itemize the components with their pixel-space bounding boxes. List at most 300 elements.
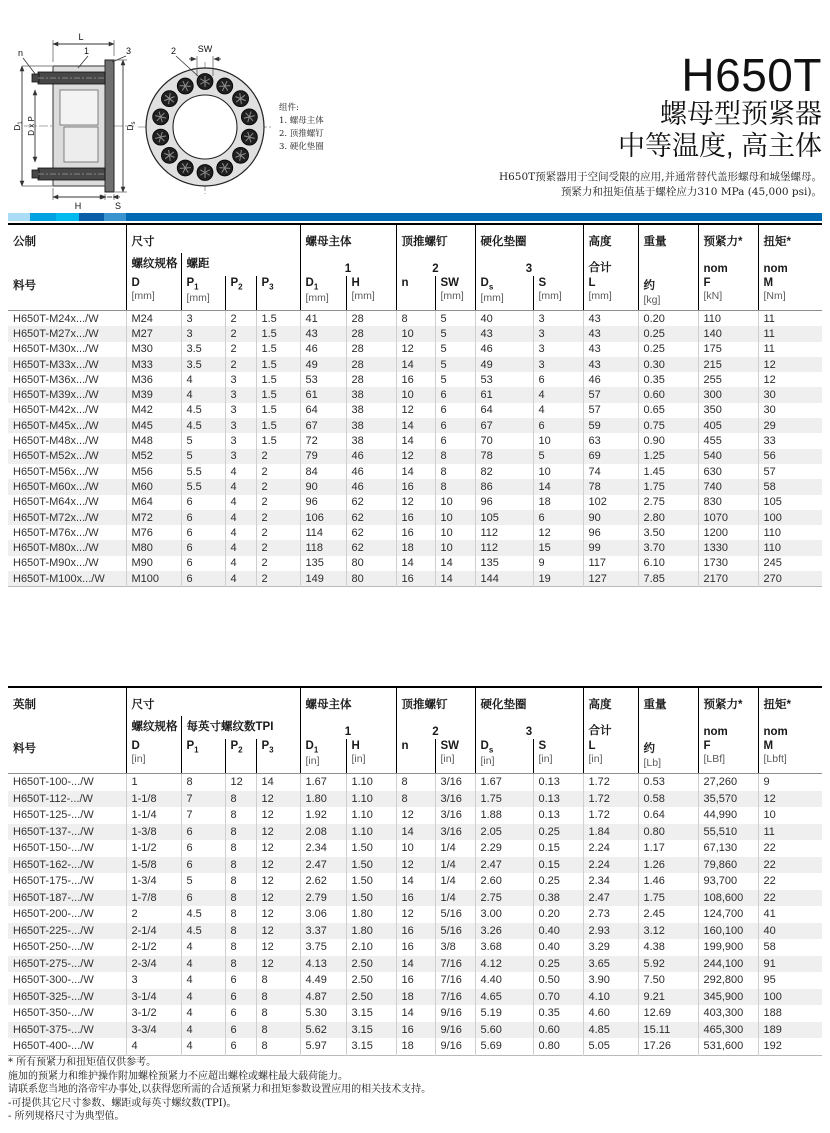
table-cell: 0.64 <box>638 807 698 824</box>
table-cell: 2 <box>256 464 300 479</box>
table-row <box>8 956 822 973</box>
legend-item: 3. 硬化垫圈 <box>279 142 324 152</box>
column-header: 硬化垫圈 <box>475 687 583 716</box>
table-cell: 16 <box>396 372 435 387</box>
table-cell: M27 <box>126 326 181 341</box>
column-header: nom <box>698 253 758 276</box>
table-cell: 5 <box>435 326 475 341</box>
table-cell: 403,300 <box>698 1005 758 1022</box>
table-cell: 57 <box>583 403 638 418</box>
column-header: 硬化垫圈 <box>475 224 583 253</box>
table-cell: 100 <box>758 989 822 1006</box>
table-cell: 3 <box>533 357 583 372</box>
table-cell: 18 <box>396 540 435 555</box>
table-cell: 16 <box>396 571 435 587</box>
table-cell: 5.05 <box>583 1038 638 1055</box>
table-cell: 3.68 <box>475 939 533 956</box>
table-cell: 33 <box>758 433 822 448</box>
table-cell: 56 <box>758 449 822 464</box>
table-cell: M72 <box>126 510 181 525</box>
table-cell: 3.29 <box>583 939 638 956</box>
table-row <box>8 873 822 890</box>
column-header: 尺寸 <box>126 224 300 253</box>
table-cell: 12 <box>256 906 300 923</box>
table-cell: 12 <box>396 342 435 357</box>
column-header: 螺距 <box>181 253 300 276</box>
column-header: 尺寸 <box>126 687 300 716</box>
table-cell: 1.5 <box>256 433 300 448</box>
table-cell: 0.90 <box>638 433 698 448</box>
dim-label-L: L <box>78 32 84 42</box>
table-cell: 96 <box>475 495 533 510</box>
table-cell: H650T-137-.../W <box>13 825 94 838</box>
leader-3 <box>112 56 126 62</box>
table-cell: 62 <box>346 510 396 525</box>
table-cell: M45 <box>126 418 181 433</box>
table-cell: 292,800 <box>698 972 758 989</box>
table-cell: 4 <box>225 540 256 555</box>
table-cell: M42 <box>126 403 181 418</box>
table-cell: 15 <box>533 540 583 555</box>
table-cell: 2.47 <box>583 890 638 907</box>
table-cell: 16 <box>396 890 435 907</box>
table-cell: 4 <box>533 387 583 402</box>
table-cell: 43 <box>583 342 638 357</box>
header-bar-segment <box>30 213 56 221</box>
table-cell: H650T-M42x.../W <box>13 404 99 417</box>
table-row <box>8 972 822 989</box>
table-cell: M64 <box>126 495 181 510</box>
table-cell: 14 <box>533 479 583 494</box>
table-row <box>8 890 822 907</box>
table-cell: 1.10 <box>346 824 396 841</box>
table-cell: 90 <box>583 510 638 525</box>
table-cell: 1.5 <box>256 326 300 341</box>
table-cell: 16 <box>396 972 435 989</box>
page-subtitle-temp: 中等温度, 高主体 <box>617 130 822 161</box>
table-cell: 1/4 <box>435 890 475 907</box>
column-header: 料号 <box>8 276 126 311</box>
table-cell: 189 <box>758 1022 822 1039</box>
table-cell: 58 <box>758 479 822 494</box>
table-cell: 1200 <box>698 525 758 540</box>
table-cell: M48 <box>126 433 181 448</box>
table-cell: 0.53 <box>638 774 698 791</box>
table-cell: 6 <box>225 972 256 989</box>
table-cell: 5 <box>435 372 475 387</box>
table-cell: 1.50 <box>346 890 396 907</box>
table-cell: M90 <box>126 556 181 571</box>
table-cell: 135 <box>300 556 346 571</box>
table-cell: 3 <box>533 342 583 357</box>
column-header: nom <box>698 716 758 739</box>
footnote-line: 请联系您当地的洛帝牢办事处,以获得您所需的合适预紧力和扭矩参数设置应用的相关技术支持。 <box>8 1084 432 1095</box>
table-cell: 4.5 <box>181 418 225 433</box>
table-cell: 57 <box>583 387 638 402</box>
table-cell: 9 <box>758 774 822 791</box>
table-cell: 3-3/4 <box>126 1022 181 1039</box>
table-cell: 46 <box>346 464 396 479</box>
table-cell: 3.15 <box>346 1005 396 1022</box>
table-cell: 38 <box>346 403 396 418</box>
table-cell: 44,990 <box>698 807 758 824</box>
table-cell: 10 <box>435 540 475 555</box>
table-cell: 3.26 <box>475 923 533 940</box>
table-cell: 15.11 <box>638 1022 698 1039</box>
footnote-line: -可提供其它尺寸参数、螺距或每英寸螺纹数(TPI)。 <box>8 1097 237 1109</box>
table-cell: 12 <box>256 939 300 956</box>
table-cell: 1-1/8 <box>126 791 181 808</box>
column-header: $P_2$ <box>225 276 256 311</box>
table-cell: 78 <box>475 449 533 464</box>
table-cell: H650T-350-.../W <box>13 1007 94 1020</box>
column-header: D [mm] <box>126 276 181 311</box>
page-subtitle-type: 螺母型预紧器 <box>660 98 822 129</box>
table-cell: M36 <box>126 372 181 387</box>
table-cell: 1730 <box>698 556 758 571</box>
table-cell: 3 <box>225 403 256 418</box>
table-cell: 86 <box>475 479 533 494</box>
column-header: F [LBf] <box>698 739 758 774</box>
table-cell: 0.80 <box>638 824 698 841</box>
table-cell: 67,130 <box>698 840 758 857</box>
table-cell: 11 <box>758 326 822 341</box>
table-cell: 0.25 <box>638 342 698 357</box>
table-cell: H650T-M24x.../W <box>13 312 99 325</box>
table-cell: 7/16 <box>435 972 475 989</box>
table-cell: 4 <box>225 479 256 494</box>
description-line: H650T预紧器用于空间受限的应用,并通常替代盖形螺母和城堡螺母。 <box>498 170 822 183</box>
table-cell: 11 <box>758 342 822 357</box>
table-cell: 7.85 <box>638 571 698 587</box>
table-cell: 62 <box>346 540 396 555</box>
table-cell: 1.5 <box>256 387 300 402</box>
table-cell: 118 <box>300 540 346 555</box>
table-cell: 64 <box>300 403 346 418</box>
table-cell: 1/4 <box>435 873 475 890</box>
table-cell: 28 <box>346 342 396 357</box>
table-cell: 6 <box>225 1005 256 1022</box>
table-cell: 8 <box>435 449 475 464</box>
column-header: 约 [kg] <box>638 276 698 311</box>
table-cell: 5 <box>435 342 475 357</box>
table-cell: 80 <box>346 571 396 587</box>
table-row <box>8 906 822 923</box>
column-header: 公制 <box>8 224 126 253</box>
table-cell: 4.13 <box>300 956 346 973</box>
table-cell: 1-1/4 <box>126 807 181 824</box>
table-cell: H650T-325-.../W <box>13 990 94 1003</box>
column-header: nom <box>758 253 822 276</box>
table-cell: 350 <box>698 403 758 418</box>
table-cell: 46 <box>475 342 533 357</box>
table-cell: 14 <box>435 556 475 571</box>
table-cell: 8 <box>225 824 256 841</box>
column-header: $P_2$ <box>225 739 256 774</box>
table-cell: 91 <box>758 956 822 973</box>
table-cell: 3/16 <box>435 774 475 791</box>
table-cell: 96 <box>300 495 346 510</box>
table-cell: 30 <box>758 387 822 402</box>
table-cell: 16 <box>396 479 435 494</box>
table-cell: H650T-M33x.../W <box>13 358 99 371</box>
table-cell: 28 <box>346 357 396 372</box>
footnote-line: * 所有预紧力和扭矩值仅供参考。 <box>8 1057 157 1068</box>
table-row <box>8 1038 822 1055</box>
table-cell: 8 <box>256 1005 300 1022</box>
bore-upper <box>60 90 98 125</box>
table-cell: 9/16 <box>435 1005 475 1022</box>
callout-2: 2 <box>171 46 177 56</box>
table-cell: 1.50 <box>346 840 396 857</box>
table-cell: 1-3/8 <box>126 824 181 841</box>
table-cell: 22 <box>758 840 822 857</box>
table-cell: 0.25 <box>533 956 583 973</box>
table-cell: 0.20 <box>533 906 583 923</box>
table-cell: 49 <box>475 357 533 372</box>
table-cell: 12 <box>256 840 300 857</box>
column-header: 顶推螺钉 <box>396 224 475 253</box>
table-cell: 8 <box>435 479 475 494</box>
table-cell: 12 <box>533 525 583 540</box>
table-cell: 0.65 <box>638 403 698 418</box>
header-bar-segment <box>104 213 126 221</box>
table-cell: 3.00 <box>475 906 533 923</box>
table-cell: M30 <box>126 342 181 357</box>
table-cell: 11 <box>758 824 822 841</box>
table-cell: 6 <box>225 1022 256 1039</box>
table-cell: 4.85 <box>583 1022 638 1039</box>
table-cell: 2.10 <box>346 939 396 956</box>
table-cell: H650T-M72x.../W <box>13 511 99 524</box>
table-row <box>8 1022 822 1039</box>
table-cell: 18 <box>533 495 583 510</box>
jack-screw-top-head <box>32 74 39 82</box>
table-cell: M76 <box>126 525 181 540</box>
table-cell: 78 <box>583 479 638 494</box>
table-cell: 95 <box>758 972 822 989</box>
table-cell: 124,700 <box>698 906 758 923</box>
table-cell: 1.5 <box>256 372 300 387</box>
column-header: $P_3$ <box>256 739 300 774</box>
table-cell: 2.34 <box>300 840 346 857</box>
table-cell: 199,900 <box>698 939 758 956</box>
bore-lower <box>64 127 98 162</box>
column-header: L [mm] <box>583 276 638 311</box>
table-cell: 2.24 <box>583 840 638 857</box>
table-cell: M24 <box>126 311 181 327</box>
header-bar-segment <box>56 213 79 221</box>
table-cell: 43 <box>475 326 533 341</box>
table-cell: 3.06 <box>300 906 346 923</box>
column-header: 合计 <box>583 716 638 739</box>
table-cell: 100 <box>758 510 822 525</box>
table-row <box>8 433 822 448</box>
table-cell: 2.50 <box>346 989 396 1006</box>
table-row <box>8 540 822 555</box>
column-header: n <box>396 739 435 774</box>
table-cell: 18 <box>396 1038 435 1055</box>
column-header: 扭矩* <box>758 687 822 716</box>
table-cell: 1.26 <box>638 857 698 874</box>
table-cell: 12 <box>256 807 300 824</box>
table-cell: 4 <box>225 464 256 479</box>
table-cell: 10 <box>396 387 435 402</box>
table-cell: 19 <box>533 571 583 587</box>
table-cell: 3 <box>181 326 225 341</box>
dim-label-n: n <box>18 48 24 58</box>
table-cell: 175 <box>698 342 758 357</box>
table-cell: 3/16 <box>435 791 475 808</box>
column-header: D [in] <box>126 739 181 774</box>
dim-label-Ds: $D_s$ <box>125 121 137 131</box>
table-cell: H650T-200-.../W <box>13 908 94 921</box>
dim-label-SW: SW <box>197 44 213 54</box>
table-cell: 8 <box>396 774 435 791</box>
table-row <box>8 525 822 540</box>
table-cell: 12 <box>256 857 300 874</box>
table-cell: 3.5 <box>181 357 225 372</box>
table-cell: 4.87 <box>300 989 346 1006</box>
table-row <box>8 403 822 418</box>
table-cell: 28 <box>346 372 396 387</box>
table-row <box>8 939 822 956</box>
table-cell: 58 <box>758 939 822 956</box>
table-cell: 5 <box>181 433 225 448</box>
column-header: H [mm] <box>346 276 396 311</box>
table-cell: M80 <box>126 540 181 555</box>
column-header: $P_3$ <box>256 276 300 311</box>
table-cell: 2 <box>256 571 300 587</box>
table-cell: 1.80 <box>346 906 396 923</box>
table-cell: 53 <box>475 372 533 387</box>
table-cell: 16 <box>396 510 435 525</box>
table-cell: 3.37 <box>300 923 346 940</box>
column-header: 扭矩* <box>758 224 822 253</box>
table-cell: 0.60 <box>533 1022 583 1039</box>
table-cell: 53 <box>300 372 346 387</box>
table-cell: 0.80 <box>533 1038 583 1055</box>
table-cell: 1.17 <box>638 840 698 857</box>
table-cell: 2 <box>256 510 300 525</box>
column-header: 螺母主体 <box>300 224 396 253</box>
table-cell: 12 <box>256 873 300 890</box>
table-cell: 4 <box>225 510 256 525</box>
table-cell: 188 <box>758 1005 822 1022</box>
spec-table <box>8 686 822 1056</box>
column-header: $D_s$ [in] <box>475 739 533 774</box>
table-cell: 0.25 <box>533 824 583 841</box>
table-cell: H650T-M30x.../W <box>13 343 99 356</box>
table-cell: 6 <box>181 540 225 555</box>
table-cell: 0.35 <box>638 372 698 387</box>
table-cell: 2 <box>225 311 256 327</box>
table-cell: 1.10 <box>346 807 396 824</box>
table-cell: 7 <box>181 807 225 824</box>
table-cell: 55,510 <box>698 824 758 841</box>
table-cell: 38 <box>346 387 396 402</box>
table-row <box>8 989 822 1006</box>
table-cell: 1.80 <box>346 923 396 940</box>
table-cell: 2-1/2 <box>126 939 181 956</box>
column-header: $D_s$ [mm] <box>475 276 533 311</box>
table-cell: 67 <box>475 418 533 433</box>
table-cell: 4 <box>225 495 256 510</box>
product-description <box>499 170 822 200</box>
table-cell: H650T-M45x.../W <box>13 419 99 432</box>
column-header: 螺纹规格 <box>126 253 181 276</box>
table-cell: 5.60 <box>475 1022 533 1039</box>
table-cell: 4.5 <box>181 923 225 940</box>
table-cell: 1.72 <box>583 807 638 824</box>
table-cell: 4 <box>181 1038 225 1055</box>
table-cell: 2.79 <box>300 890 346 907</box>
table-cell: 7/16 <box>435 989 475 1006</box>
table-cell: 2 <box>256 449 300 464</box>
table-cell: 3 <box>126 972 181 989</box>
table-cell: 3/16 <box>435 807 475 824</box>
table-row <box>8 824 822 841</box>
table-cell: H650T-250-.../W <box>13 941 94 954</box>
table-cell: 74 <box>583 464 638 479</box>
table-cell: 1.5 <box>256 418 300 433</box>
table-cell: 90 <box>300 479 346 494</box>
drawing-svg <box>8 28 420 214</box>
table-cell: 8 <box>225 890 256 907</box>
column-header: 3 <box>475 253 583 276</box>
table-cell: 14 <box>396 556 435 571</box>
table-row <box>8 387 822 402</box>
table-cell: 0.15 <box>533 857 583 874</box>
table-row <box>8 311 822 327</box>
table-cell: 84 <box>300 464 346 479</box>
table-cell: 16 <box>396 923 435 940</box>
legend-item: 1. 螺母主体 <box>279 116 324 126</box>
table-row <box>8 774 822 791</box>
table-cell: 531,600 <box>698 1038 758 1055</box>
table-cell: 0.35 <box>533 1005 583 1022</box>
table-cell: H650T-175-.../W <box>13 875 94 888</box>
table-cell: 5 <box>181 873 225 890</box>
table-cell: 11 <box>758 311 822 327</box>
table-cell: 1-5/8 <box>126 857 181 874</box>
table-cell: 1.75 <box>475 791 533 808</box>
table-cell: H650T-M48x.../W <box>13 435 99 448</box>
table-cell: 455 <box>698 433 758 448</box>
table-cell: 1.88 <box>475 807 533 824</box>
table-cell: H650T-M64x.../W <box>13 496 99 509</box>
table-cell: 3.12 <box>638 923 698 940</box>
table-cell: 6 <box>181 890 225 907</box>
table-cell: 93,700 <box>698 873 758 890</box>
table-cell: 1330 <box>698 540 758 555</box>
table-cell: 0.50 <box>533 972 583 989</box>
table-cell: 4.12 <box>475 956 533 973</box>
table-cell: 2.45 <box>638 906 698 923</box>
table-cell: 28 <box>346 311 396 327</box>
table-cell: 12 <box>396 857 435 874</box>
table-cell: 4.40 <box>475 972 533 989</box>
table-cell: 0.13 <box>533 807 583 824</box>
table-cell: 14 <box>396 418 435 433</box>
table-cell: 12 <box>256 956 300 973</box>
table-cell: 5 <box>181 449 225 464</box>
table-cell: 6 <box>533 418 583 433</box>
column-header: H [in] <box>346 739 396 774</box>
table-cell: 6.10 <box>638 556 698 571</box>
table-cell: 63 <box>583 433 638 448</box>
table-row <box>8 479 822 494</box>
